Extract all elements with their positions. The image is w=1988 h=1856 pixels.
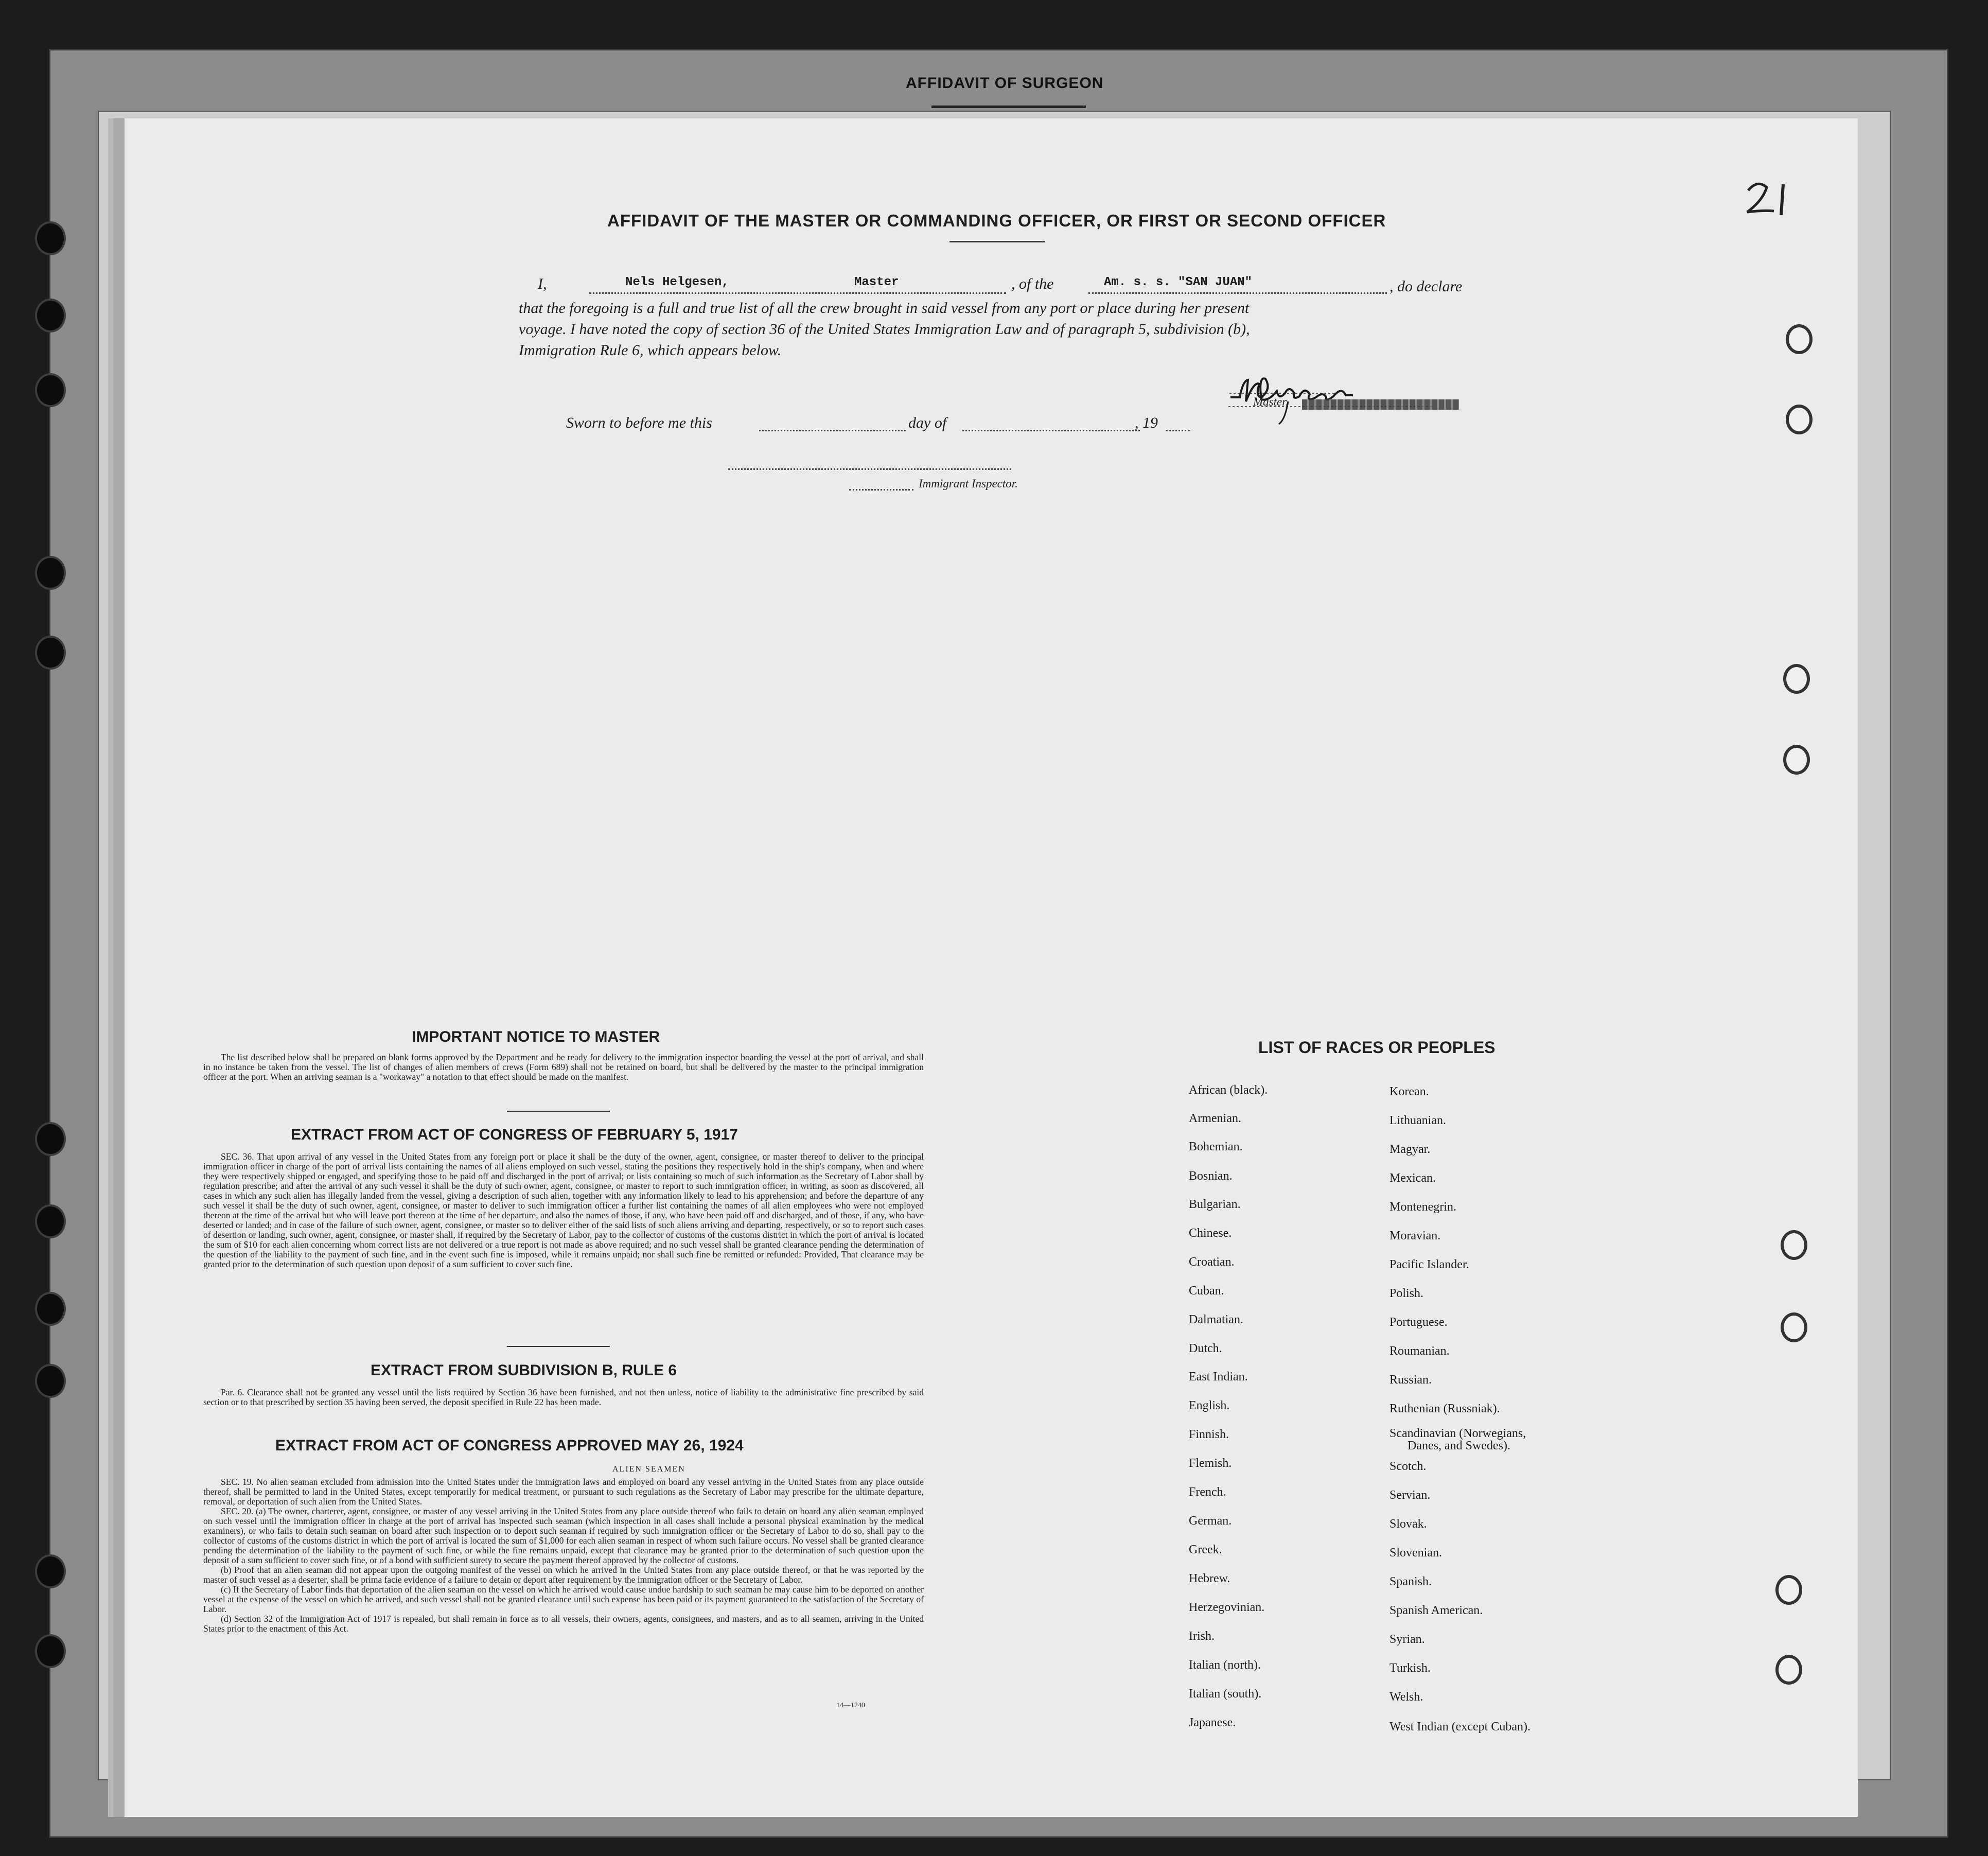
sworn-label: Sworn to before me this bbox=[566, 414, 712, 431]
sworn-day-field-line bbox=[759, 430, 906, 431]
race-item: Scandinavian (Norwegians, bbox=[1389, 1427, 1526, 1440]
struck-out-role-text bbox=[1302, 399, 1459, 410]
punch-hole bbox=[35, 1634, 66, 1668]
race-item: French. bbox=[1189, 1485, 1226, 1499]
act-1924-sec20d: (d) Section 32 of the Immigration Act of 1917 is repealed, but shall remain in force as to all vessels, their owners, agents, consignees, and masters, and as to all seamen, arriving in the United States prior to the enactment of this Act. bbox=[203, 1614, 924, 1634]
race-item: Bulgarian. bbox=[1189, 1198, 1241, 1211]
punch-hole bbox=[35, 636, 66, 670]
race-item: Hebrew. bbox=[1189, 1572, 1230, 1585]
race-item: African (black). bbox=[1189, 1083, 1268, 1097]
race-item: German. bbox=[1189, 1514, 1232, 1528]
punch-hole bbox=[35, 299, 66, 332]
race-item: Roumanian. bbox=[1389, 1344, 1450, 1358]
vessel-name: Am. s. s. "SAN JUAN" bbox=[1104, 275, 1253, 289]
race-item: Welsh. bbox=[1389, 1690, 1423, 1704]
binding-edge bbox=[113, 118, 125, 1817]
punch-hole bbox=[1775, 1575, 1802, 1605]
vessel-field-line bbox=[1088, 292, 1387, 294]
race-item: Finnish. bbox=[1189, 1428, 1229, 1441]
race-item: Greek. bbox=[1189, 1543, 1222, 1556]
punch-hole bbox=[1783, 664, 1810, 694]
race-item: English. bbox=[1189, 1399, 1230, 1412]
race-item: Syrian. bbox=[1389, 1633, 1425, 1646]
year-prefix-label: , 19 bbox=[1135, 414, 1158, 431]
race-item: Croatian. bbox=[1189, 1255, 1235, 1269]
race-item: Herzegovinian. bbox=[1189, 1601, 1265, 1614]
act-1924-sec19: SEC. 19. No alien seaman excluded from admission into the United States under the immigration laws and employed on board any vessel arriving in the United States from any place outside thereof, shall be permitted to land in the United States, except temporarily for medical treatment, or pursuant to such regulations as the Secretary of Labor may prescribe for the ultimate departure, removal, or deportation of such alien from the United States. bbox=[203, 1477, 924, 1507]
signature-role-label: Master, bbox=[1253, 395, 1289, 408]
race-item: East Indian. bbox=[1189, 1370, 1248, 1384]
sworn-month-field-line bbox=[962, 430, 1140, 431]
punch-hole bbox=[35, 1122, 66, 1156]
punch-hole bbox=[35, 373, 66, 407]
punch-hole bbox=[1775, 1655, 1802, 1685]
race-item: Japanese. bbox=[1189, 1716, 1236, 1729]
race-item: Magyar. bbox=[1389, 1143, 1431, 1156]
act-1924-sec20a: SEC. 20. (a) The owner, charterer, agent, consignee, or master of any vessel arriving in the United States from any place outside thereof who fails to detain on board any alien seaman employed on such vessel until the immigration officer in charge at the port of arrival has inspected such seaman (which inspection in all cases shall include a personal physical examination by the medical examiners), or who fails to detain such seaman on board after such inspection or to deport such seaman if required by such immigration officer or the Secretary of Labor to do so, shall pay to the collector of customs of the customs district in which the port of arrival is located the sum of $1,000 for each alien seaman in respect of whom such failure occurs. No vessel shall be granted clearance pending the determination of the liability to the payment of such fine, or while the fine remains unpaid, except that clearance may be granted prior to the determination of such question upon the deposit of a sum sufficient to cover such fine, or of a bond with sufficient surety to secure the payment thereof approved by the collector of customs. bbox=[203, 1506, 924, 1565]
punch-hole bbox=[35, 1554, 66, 1588]
punch-hole bbox=[1783, 745, 1810, 775]
affidavit-title: AFFIDAVIT OF THE MASTER OR COMMANDING OFFICER, OR FIRST OR SECOND OFFICER bbox=[607, 211, 1386, 230]
rule-6-text: Par. 6. Clearance shall not be granted any vessel until the lists required by Section 36 have been furnished, and not then unless, notice of liability to the administrative fine prescribed by said section or to that prescribed by section 35 having been served, the deposit specified in Rule 22 has been made. bbox=[203, 1387, 924, 1407]
inspector-label: Immigrant Inspector. bbox=[919, 477, 1018, 490]
punch-hole bbox=[1781, 1312, 1807, 1342]
race-item: Chinese. bbox=[1189, 1227, 1232, 1240]
punch-hole bbox=[1786, 324, 1813, 354]
day-of-label: day of bbox=[908, 414, 947, 431]
act-1924-body bbox=[203, 1477, 924, 1634]
race-item: Servian. bbox=[1389, 1489, 1431, 1502]
of-the-label: , of the bbox=[1011, 275, 1054, 292]
race-item: Mexican. bbox=[1389, 1171, 1436, 1185]
inspector-signature-line bbox=[728, 468, 1011, 470]
declaration-line-2: that the foregoing is a full and true list of all the crew brought in said vessel from any port or place during her present bbox=[519, 300, 1250, 317]
master-name: Nels Helgesen, bbox=[625, 275, 729, 289]
race-item: Armenian. bbox=[1189, 1112, 1241, 1125]
punch-hole bbox=[1786, 405, 1813, 434]
race-item: Dalmatian. bbox=[1189, 1313, 1243, 1326]
act-1917-title: EXTRACT FROM ACT OF CONGRESS OF FEBRUARY 5, 1917 bbox=[291, 1126, 738, 1143]
title-rule bbox=[949, 241, 1045, 242]
punch-hole bbox=[35, 1292, 66, 1326]
race-item: Bosnian. bbox=[1189, 1169, 1233, 1183]
back-title-rule bbox=[931, 106, 1086, 108]
declaration-line-3: voyage. I have noted the copy of section 36 of the United States Immigration Law and of paragraph 5, subdivision (b), bbox=[519, 321, 1250, 338]
punch-hole bbox=[35, 556, 66, 590]
notice-text: The list described below shall be prepared on blank forms approved by the Department and be ready for delivery to the immigration inspector boarding the vessel at the port of arrival, and shall in no instance be taken from the vessel. The list of changes of alien members of crews (Form 689) shall not be retained on board, but shall be delivered by the master to the principal immigration officer at the port. When an arriving seaman is a "workaway" a notation to that effect should be made on the manifest. bbox=[203, 1052, 924, 1082]
notice-title: IMPORTANT NOTICE TO MASTER bbox=[412, 1028, 660, 1045]
do-declare-label: , do declare bbox=[1389, 278, 1463, 295]
race-item: Polish. bbox=[1389, 1287, 1424, 1300]
punch-hole bbox=[35, 221, 66, 255]
rule-6-title: EXTRACT FROM SUBDIVISION B, RULE 6 bbox=[371, 1362, 677, 1379]
section-rule bbox=[507, 1111, 610, 1112]
sworn-year-field-line bbox=[1166, 430, 1190, 431]
declarant-pronoun: I, bbox=[538, 275, 547, 292]
inspector-label-leader bbox=[849, 489, 913, 491]
races-title: LIST OF RACES OR PEOPLES bbox=[1258, 1038, 1496, 1057]
handwritten-page-number bbox=[1742, 170, 1799, 221]
race-item: Russian. bbox=[1389, 1373, 1432, 1387]
act-1924-sec20c: (c) If the Secretary of Labor finds that deportation of the alien seaman on the vessel on which he arrived would cause undue hardship to such seaman he may cause him to be deported on another vessel at the expense of the vessel on which he arrived, and such vessel shall not be granted clearance until such expense has been paid or its payment guaranteed to the satisfaction of the Secretary of Labor. bbox=[203, 1584, 924, 1614]
race-item: West Indian (except Cuban). bbox=[1389, 1720, 1530, 1734]
race-item: Korean. bbox=[1389, 1085, 1429, 1098]
name-field-line bbox=[589, 292, 1006, 294]
punch-hole bbox=[35, 1204, 66, 1238]
race-item: Ruthenian (Russniak). bbox=[1389, 1402, 1500, 1415]
master-rank: Master bbox=[854, 275, 899, 289]
race-item: Scotch. bbox=[1389, 1460, 1427, 1473]
race-item: Spanish American. bbox=[1389, 1604, 1483, 1617]
race-item: Pacific Islander. bbox=[1389, 1258, 1469, 1271]
race-item: Portuguese. bbox=[1389, 1316, 1448, 1329]
act-1924-title: EXTRACT FROM ACT OF CONGRESS APPROVED MAY 26, 1924 bbox=[275, 1437, 744, 1454]
punch-hole bbox=[35, 1364, 66, 1398]
back-sheet-title: AFFIDAVIT OF SURGEON bbox=[906, 75, 1104, 92]
act-1924-sec20b: (b) Proof that an alien seaman did not appear upon the outgoing manifest of the vessel on which he arrived in the United States from any place outside thereof, or that he was reported by the master of such vessel as a deserter, shall be prima facie evidence of a failure to detain or deport after requirement by the immigration officer or the Secretary of Labor. bbox=[203, 1565, 924, 1585]
race-item: Cuban. bbox=[1189, 1284, 1224, 1298]
punch-hole bbox=[1781, 1230, 1807, 1260]
race-item: Italian (north). bbox=[1189, 1658, 1261, 1672]
race-item: Flemish. bbox=[1189, 1457, 1232, 1470]
declaration-line-4: Immigration Rule 6, which appears below. bbox=[519, 342, 782, 359]
race-item: Turkish. bbox=[1389, 1661, 1431, 1675]
race-item: Montenegrin. bbox=[1389, 1200, 1456, 1214]
act-1917-text: SEC. 36. That upon arrival of any vessel in the United States from any foreign port or place it shall be the duty of the owner, agent, consignee, or master thereof to deliver to the principal immigration officer in charge of the port of arrival lists containing the names of all aliens employed on such vessel, stating the positions they respectively hold in the ship's company, when and where they were respectively shipped or engaged, and specifying those to be paid off and discharged in the port of arrival; or lists containing so much of such information as the Secretary of Labor shall by regulation prescribe; and after the arrival of any such vessel it shall be the duty of such owner, agent, consignee, or master to report to such immigration officer, in writing, as soon as discovered, all cases in which any such alien has illegally landed from the vessel, giving a description of such alien, together with any information likely to lead to his apprehension; and before the departure of any such vessel it shall be the duty of such owner, agent, consignee, or master to deliver to such immigration officer a further list containing the names of all alien employees who were not employed thereon at the time of the arrival but who will leave port thereon at the time of her departure, and also the names of those, if any, who have been paid off and discharged, and of those, if any, who have deserted or landed; and in case of the failure of such owner, agent, consignee, or master so to deliver either of the said lists of such aliens arriving and departing, respectively, or so to report such cases of desertion or landing, such owner, agent, consignee, or master shall, if required by the Secretary of Labor, pay to the collector of customs of the customs district in which the port of arrival is located the sum of $10 for each alien concerning whom correct lists are not delivered or a true report is not made as above required; and no such vessel shall be granted clearance pending the determination of the question of the liability to the payment of such fine, and in the event such fine is imposed, while it remains unpaid; nor shall such fine be remitted or refunded: Provided, That clearance may be granted prior to the determination of such question upon deposit of a sum sufficient to cover such fine. bbox=[203, 1151, 924, 1269]
race-item: Danes, and Swedes). bbox=[1408, 1439, 1510, 1452]
race-item: Lithuanian. bbox=[1389, 1114, 1446, 1127]
race-item: Dutch. bbox=[1189, 1342, 1222, 1355]
race-item: Irish. bbox=[1189, 1630, 1215, 1643]
race-item: Bohemian. bbox=[1189, 1140, 1243, 1153]
race-item: Moravian. bbox=[1389, 1229, 1441, 1242]
race-item: Slovenian. bbox=[1389, 1546, 1442, 1560]
race-item: Spanish. bbox=[1389, 1575, 1432, 1588]
race-item: Slovak. bbox=[1389, 1517, 1427, 1531]
alien-seamen-subtitle: ALIEN SEAMEN bbox=[612, 1465, 685, 1474]
section-rule bbox=[507, 1346, 610, 1347]
race-item: Italian (south). bbox=[1189, 1687, 1262, 1701]
form-number: 14—1240 bbox=[836, 1702, 865, 1709]
